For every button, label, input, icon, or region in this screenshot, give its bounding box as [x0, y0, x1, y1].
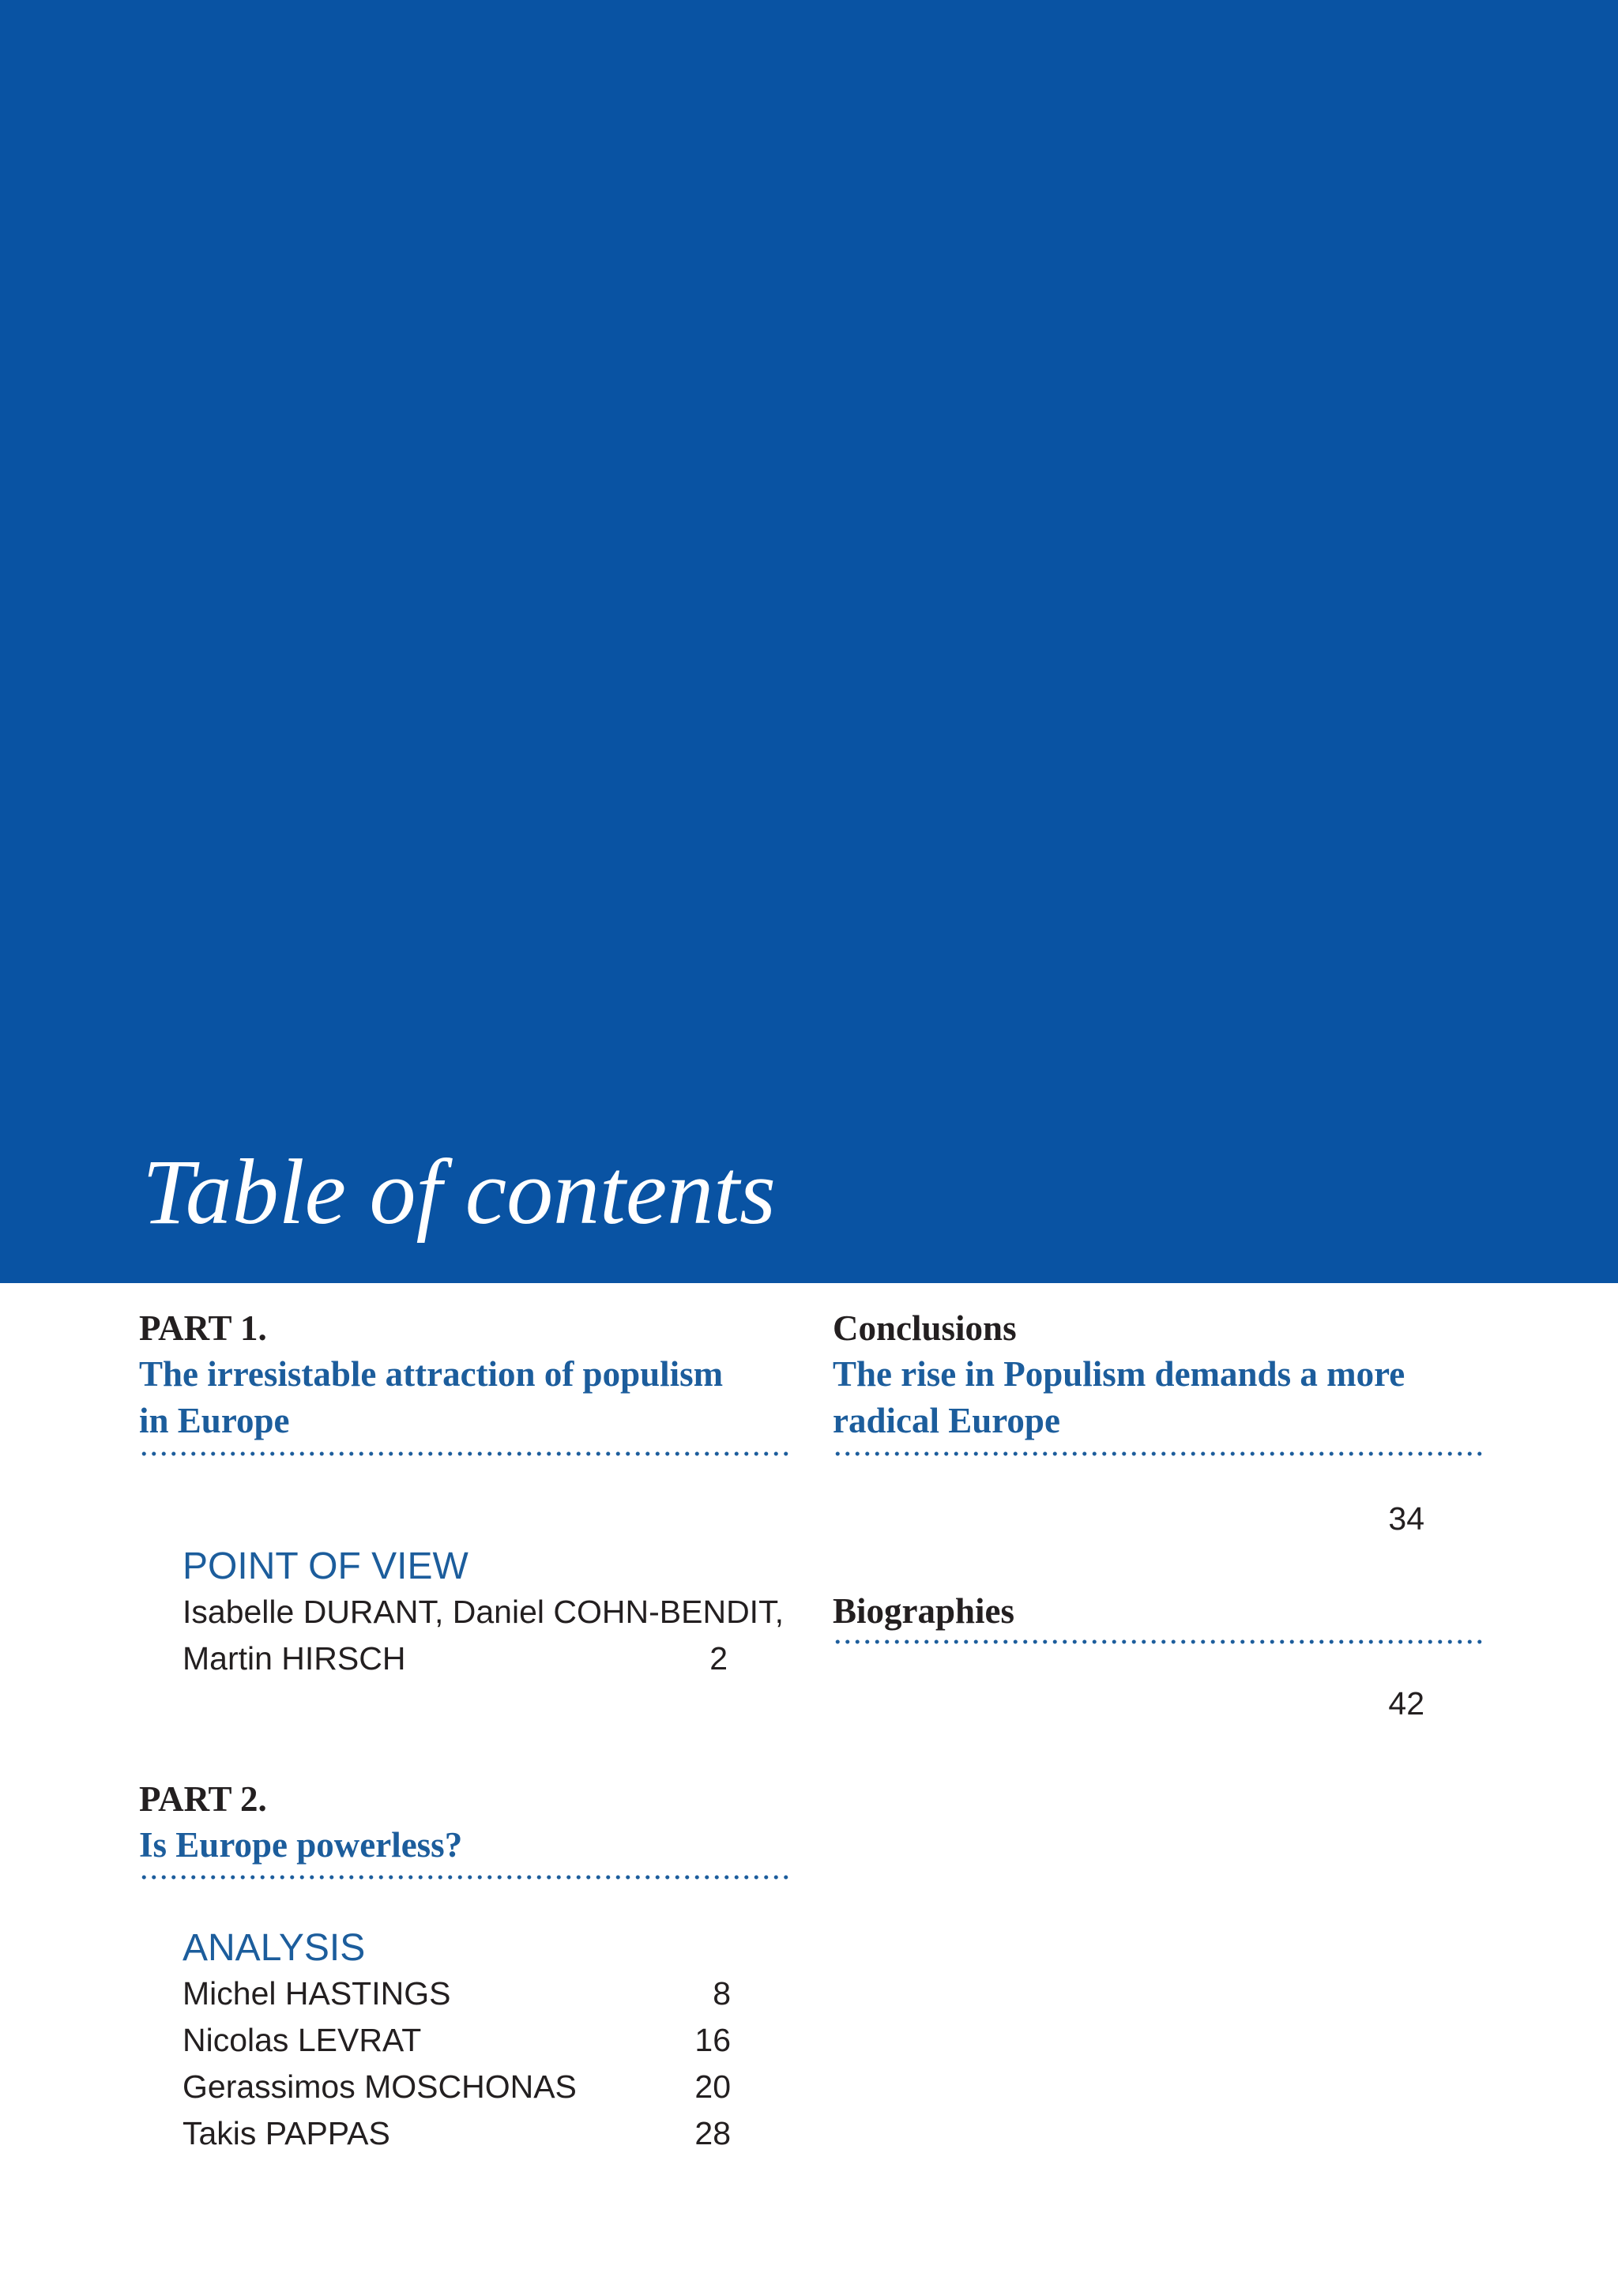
- conclusions-section: [833, 1305, 1488, 1444]
- part1-divider: [139, 1451, 788, 1456]
- biographies-page: 42: [1388, 1685, 1424, 1722]
- biographies-divider: [833, 1639, 1482, 1644]
- point-of-view-heading: POINT OF VIEW: [182, 1545, 468, 1587]
- point-of-view-entry[interactable]: [182, 1635, 728, 1682]
- analysis-page: 16: [694, 2022, 731, 2058]
- part1-title-line2[interactable]: in Europe: [139, 1401, 290, 1440]
- analysis-entry[interactable]: [182, 1970, 731, 2017]
- part2-title[interactable]: Is Europe powerless?: [139, 1825, 463, 1865]
- conclusions-title-line2[interactable]: radical Europe: [833, 1401, 1060, 1440]
- point-of-view-authors-line2: Martin HIRSCH: [182, 1640, 406, 1677]
- analysis-entry[interactable]: [182, 2064, 731, 2110]
- analysis-heading: ANALYSIS: [182, 1927, 366, 1969]
- analysis-author: Gerassimos MOSCHONAS: [182, 2068, 577, 2105]
- part2-label: PART 2.: [139, 1779, 267, 1819]
- part1-label: PART 1.: [139, 1308, 267, 1348]
- analysis-page: 8: [713, 1975, 731, 2012]
- conclusions-title-line1[interactable]: The rise in Populism demands a more: [833, 1354, 1405, 1394]
- part1-section: [139, 1305, 795, 1444]
- conclusions-divider: [833, 1451, 1482, 1456]
- conclusions-label: Conclusions: [833, 1308, 1017, 1348]
- part1-title-line1[interactable]: The irresistable attraction of populism: [139, 1354, 724, 1394]
- analysis-entry[interactable]: [182, 2110, 731, 2157]
- page-title: Table of contents: [142, 1140, 776, 1244]
- point-of-view-authors-line1[interactable]: Isabelle DURANT, Daniel COHN-BENDIT,: [182, 1594, 784, 1630]
- analysis-section: [182, 1926, 731, 2157]
- biographies-label[interactable]: Biographies: [833, 1591, 1015, 1631]
- biographies-section: [833, 1588, 1488, 1634]
- part2-section: [139, 1776, 795, 1869]
- analysis-author: Takis PAPPAS: [182, 2115, 390, 2151]
- point-of-view-section: [182, 1545, 784, 1682]
- analysis-page: 20: [694, 2068, 731, 2105]
- analysis-author: Nicolas LEVRAT: [182, 2022, 422, 2058]
- analysis-page: 28: [694, 2115, 731, 2151]
- analysis-entry[interactable]: [182, 2017, 731, 2064]
- analysis-author: Michel HASTINGS: [182, 1975, 451, 2012]
- conclusions-page: 34: [1388, 1500, 1424, 1537]
- part2-divider: [139, 1875, 788, 1880]
- point-of-view-page: 2: [709, 1640, 728, 1677]
